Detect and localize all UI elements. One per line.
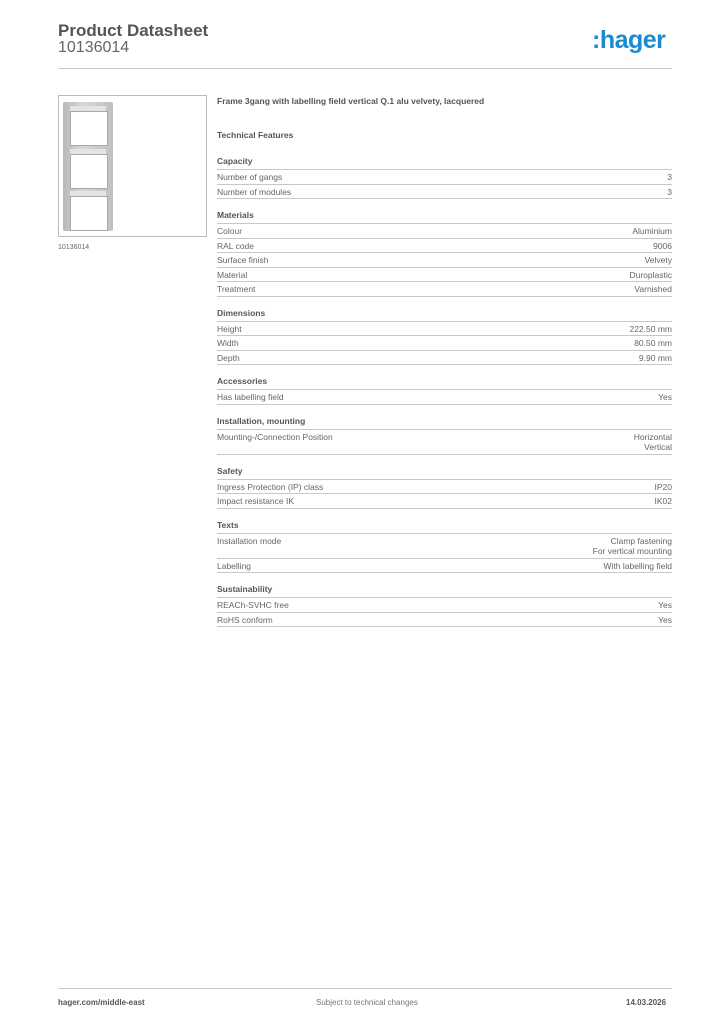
spec-value — [634, 284, 672, 295]
spec-row — [217, 534, 672, 559]
section — [217, 308, 672, 366]
product-code: 10136014 — [58, 39, 130, 56]
spec-value — [658, 392, 672, 403]
spec-value-line: 3 — [667, 186, 672, 197]
spec-row — [217, 559, 672, 574]
spec-label: Ingress Protection (IP) class — [217, 481, 324, 492]
spec-label: Impact resistance IK — [217, 496, 295, 506]
section-heading: Sustainability — [217, 584, 672, 598]
section-heading: Accessories — [217, 376, 672, 390]
spec-row — [217, 351, 672, 366]
spec-label: RAL code — [217, 240, 255, 251]
spec-value-line: With labelling field — [603, 560, 672, 571]
image-caption: 10136014 — [58, 244, 90, 251]
spec-value — [667, 172, 672, 183]
section-heading: Safety — [217, 466, 672, 480]
spec-row — [217, 268, 672, 283]
spec-value-line: Velvety — [644, 255, 672, 265]
section-heading: Installation, mounting — [217, 416, 672, 430]
spec-value-line: Yes — [658, 614, 672, 625]
spec-row — [217, 253, 672, 268]
spec-row — [217, 613, 672, 628]
footer-notice: Subject to technical changes — [316, 998, 418, 1007]
footer-date: 14.03.2026 — [626, 998, 667, 1007]
spec-row — [217, 185, 672, 200]
section — [217, 520, 672, 574]
section — [217, 466, 672, 509]
spec-value — [634, 338, 672, 349]
spec-label: Height — [217, 323, 242, 334]
spec-row — [217, 239, 672, 254]
spec-value — [655, 496, 673, 507]
spec-label: Number of gangs — [217, 172, 283, 182]
section — [217, 584, 672, 627]
page-title: Product Datasheet — [58, 21, 209, 40]
spec-label: Installation mode — [217, 535, 282, 546]
spec-label: Colour — [217, 226, 243, 236]
spec-row — [217, 170, 672, 185]
spec-value-line: 80.50 mm — [634, 338, 672, 348]
section-heading: Texts — [217, 520, 672, 534]
spec-value-line: 222.50 mm — [629, 323, 672, 334]
spec-value-line: IP20 — [654, 481, 672, 492]
spec-label: Mounting-/Connection Position — [217, 431, 333, 442]
spec-value-line: Yes — [658, 600, 672, 610]
spec-value-line: 9.90 mm — [638, 352, 672, 363]
section — [217, 416, 672, 455]
footer-divider — [58, 988, 672, 989]
footer-website[interactable]: hager.com/middle-east — [58, 998, 145, 1007]
spec-value — [634, 432, 672, 453]
spec-row — [217, 430, 672, 455]
spec-value-line: IK02 — [654, 496, 672, 506]
spec-value — [639, 353, 672, 364]
product-name: Frame 3gang with labelling field vertical Q.1 alu velvety, lacquered — [217, 96, 485, 106]
spec-value — [629, 324, 672, 335]
spec-value-line: Varnished — [634, 284, 672, 294]
spec-row — [217, 598, 672, 613]
spec-value — [653, 241, 672, 252]
technical-content — [217, 96, 672, 627]
section-heading: Materials — [217, 210, 672, 224]
spec-value — [645, 255, 672, 266]
spec-value — [593, 536, 672, 557]
spec-row — [217, 480, 672, 495]
spec-label: Number of modules — [217, 186, 292, 197]
spec-value-line: Vertical — [644, 442, 672, 452]
section-heading: Capacity — [217, 156, 672, 170]
spec-value-line: 3 — [667, 172, 672, 182]
spec-value — [655, 482, 673, 493]
spec-row — [217, 322, 672, 337]
section — [217, 376, 672, 405]
features-heading: Technical Features — [217, 130, 294, 140]
spec-value-line: For vertical mounting — [592, 546, 672, 556]
spec-value-line: Aluminium — [632, 226, 672, 236]
spec-value-line: Horizontal — [633, 431, 672, 442]
hager-logo: :hager — [592, 26, 666, 54]
header-divider — [58, 68, 672, 69]
spec-value — [658, 615, 672, 626]
spec-value — [667, 187, 672, 198]
section — [217, 210, 672, 297]
spec-row — [217, 494, 672, 509]
spec-value — [658, 600, 672, 611]
spec-label: Has labelling field — [217, 392, 284, 402]
spec-label: Width — [217, 338, 239, 348]
spec-row — [217, 390, 672, 405]
spec-value-line: Duroplastic — [629, 269, 672, 280]
spec-value — [629, 270, 672, 281]
spec-label: Surface finish — [217, 255, 269, 265]
spec-row — [217, 224, 672, 239]
spec-value-line: 9006 — [653, 240, 672, 251]
spec-value-line: Yes — [658, 392, 672, 402]
spec-label: RoHS conform — [217, 614, 273, 625]
product-image — [58, 95, 207, 237]
spec-label: Labelling — [217, 560, 252, 571]
spec-label: Material — [217, 269, 248, 280]
spec-label: Depth — [217, 352, 240, 363]
section — [217, 156, 672, 199]
frame-illustration — [63, 102, 113, 231]
spec-value — [603, 561, 672, 572]
section-heading: Dimensions — [217, 308, 672, 322]
spec-value-line: Clamp fastening — [610, 535, 672, 546]
spec-row — [217, 336, 672, 351]
spec-value — [632, 226, 672, 237]
spec-label: REACh-SVHC free — [217, 600, 289, 610]
spec-label: Treatment — [217, 284, 256, 294]
spec-row — [217, 282, 672, 297]
